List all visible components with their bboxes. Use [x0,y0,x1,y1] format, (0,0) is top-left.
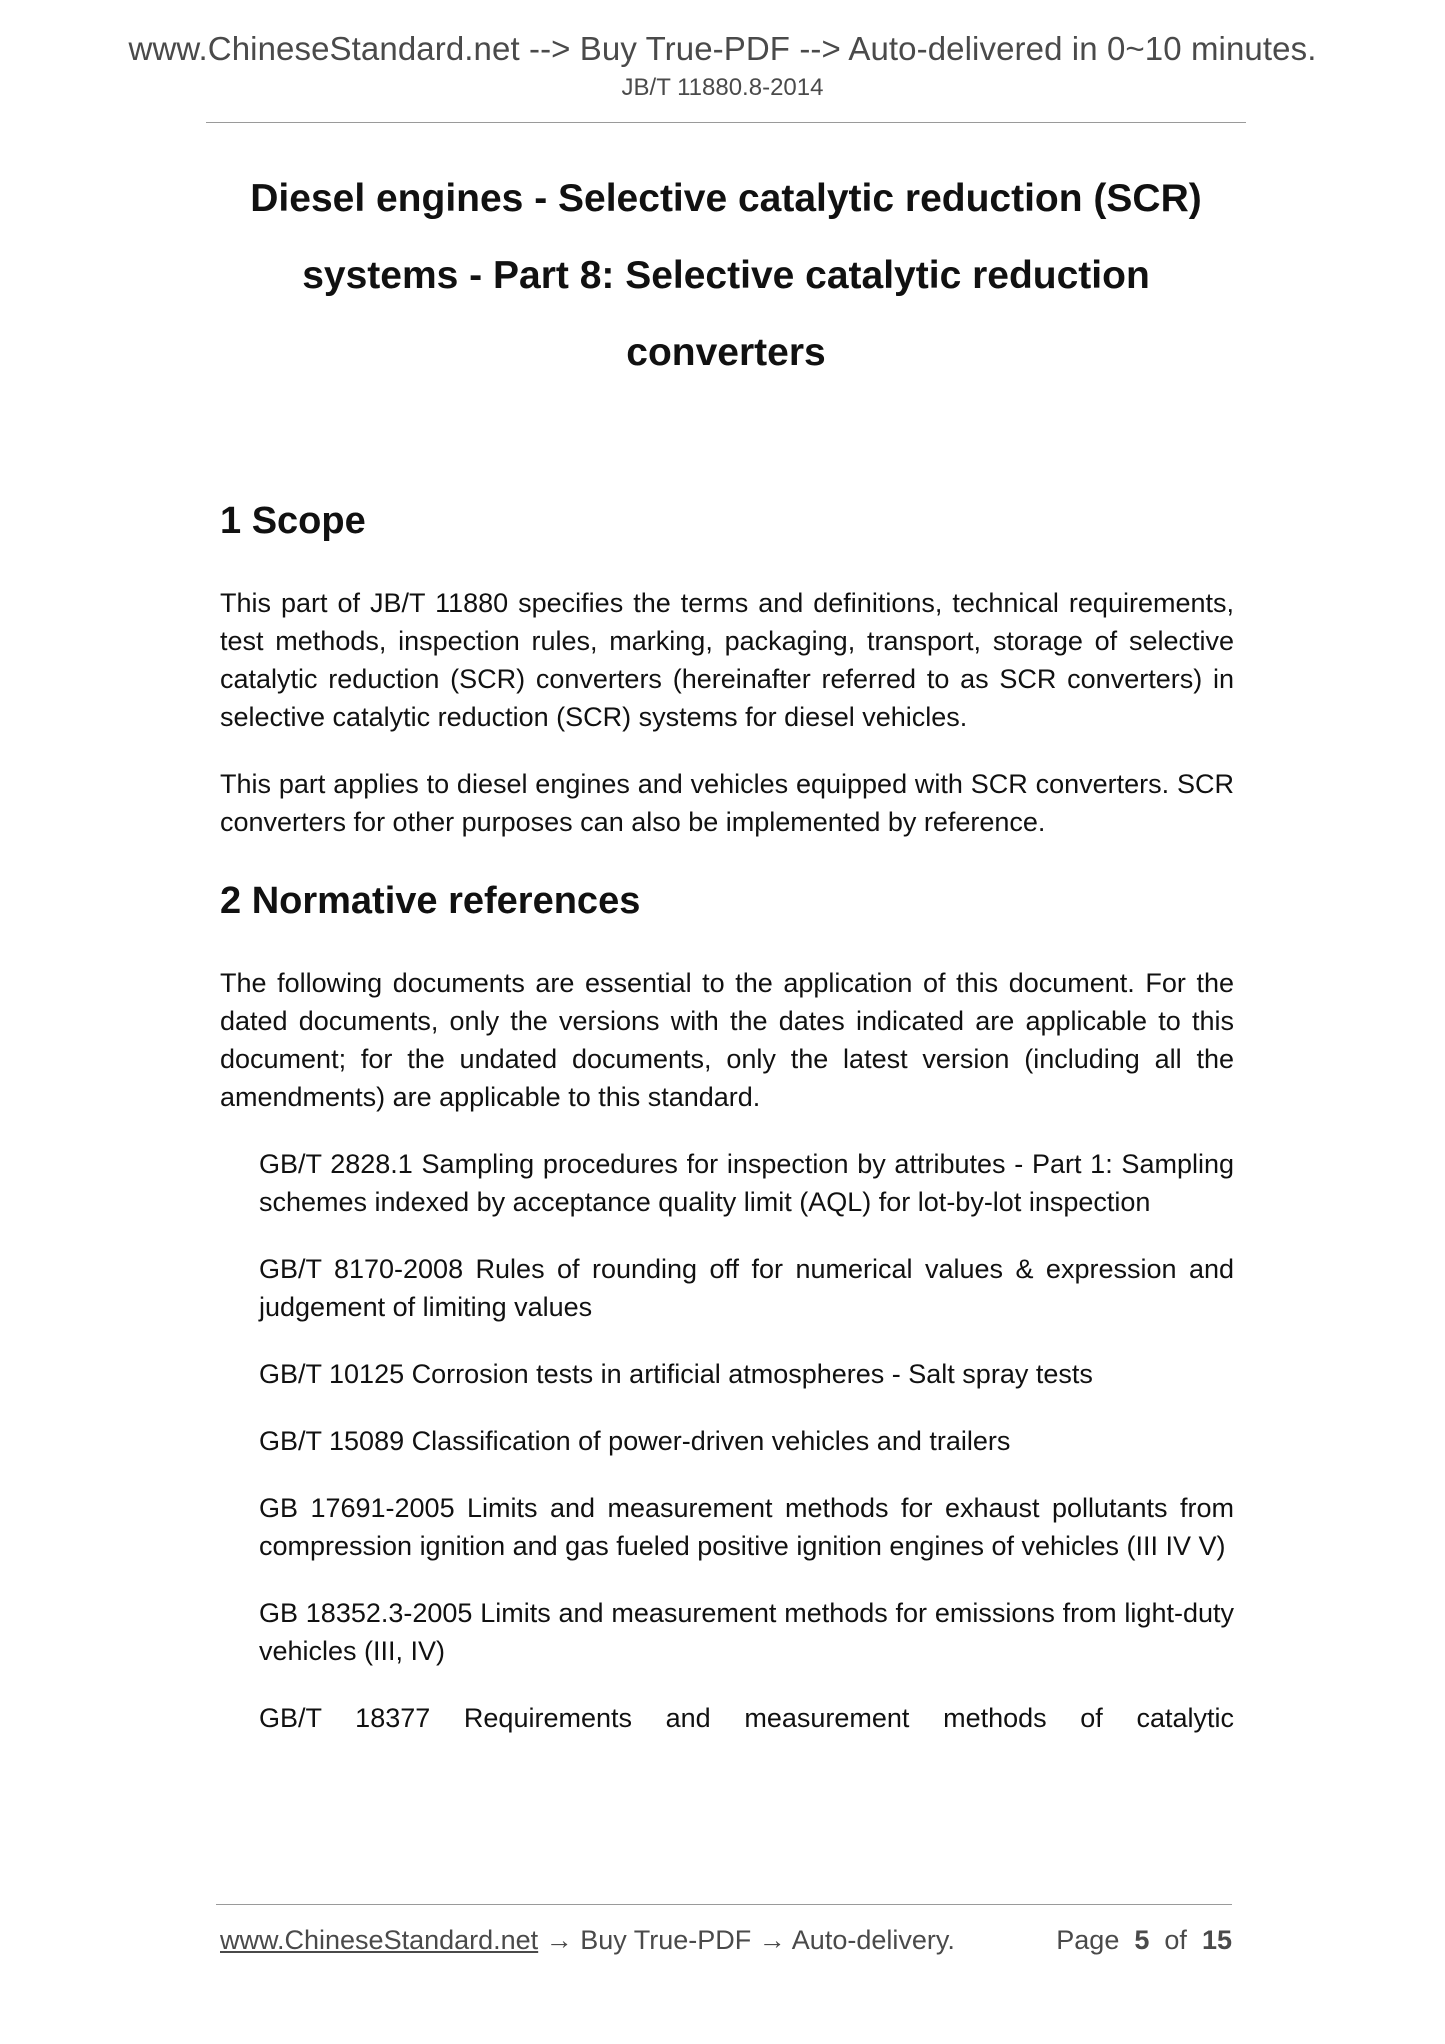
reference-item: GB/T 15089 Classification of power-driven vehicles and trailers [259,1426,1011,1456]
document-title [206,160,1246,391]
title-line: Diesel engines - Selective catalytic reduction (SCR) [250,177,1202,220]
reference-list [220,1145,1234,1737]
footer-site-link[interactable]: www.ChineseStandard.net [220,1925,539,1955]
reference-item: GB/T 8170-2008 Rules of rounding off for numerical values & expression and judgement of limiting values [259,1254,1234,1322]
of-label: of [1164,1925,1187,1955]
reference-item: GB/T 2828.1 Sampling procedures for inspection by attributes - Part 1: Sampling schemes indexed by acceptance quality limit (AQL) for lot-by-lot inspection [259,1149,1234,1217]
page-label: Page [1056,1925,1120,1955]
reference-item: GB/T 18377 Requirements and measurement methods of catalytic [259,1703,1234,1733]
footer-purchase-info [220,1925,955,1956]
arrow-right-icon: → [545,1925,573,1955]
document-body [220,498,1234,1737]
footer-step-buy: Buy True-PDF [580,1925,752,1955]
standard-code: JB/T 11880.8-2014 [621,74,824,101]
title-line: converters [626,331,826,374]
normative-references-heading: 2 Normative references [220,880,641,922]
top-banner: www.ChineseStandard.net --> Buy True-PDF --> Auto-delivered in 0~10 minutes. [128,30,1317,67]
reference-item: GB/T 10125 Corrosion tests in artificial atmospheres - Salt spray tests [259,1359,1093,1389]
reference-item: GB 18352.3-2005 Limits and measurement methods for emissions from light-duty vehicles (III, IV) [259,1598,1234,1666]
title-line: systems - Part 8: Selective catalytic reduction [302,254,1150,297]
page-total: 15 [1201,1925,1232,1955]
normative-references-intro: The following documents are essential to the application of this document. For the dated documents, only the versions with the dates indicated are applicable to this document; for the undated documents, only the latest version (including all the amendments) are applicable to this standard. [220,968,1234,1112]
page-number [1056,1925,1232,1956]
page-footer [220,1925,1232,1956]
footer-divider [216,1904,1232,1905]
page-current: 5 [1134,1925,1150,1955]
header-divider [206,122,1246,123]
scope-paragraph: This part applies to diesel engines and vehicles equipped with SCR converters. SCR converters for other purposes can also be implemented by reference. [220,769,1234,837]
arrow-right-icon: → [758,1925,786,1955]
scope-heading: 1 Scope [220,500,366,542]
reference-item: GB 17691-2005 Limits and measurement methods for exhaust pollutants from compression ignition and gas fueled positive ignition engines of vehicles (III IV V) [259,1493,1234,1561]
footer-step-delivery: Auto-delivery. [791,1925,955,1955]
scope-paragraph: This part of JB/T 11880 specifies the terms and definitions, technical requirements, test methods, inspection rules, marking, packaging, transport, storage of selective catalytic reduction (SCR) converters (hereinafter referred to as SCR converters) in selective catalytic reduction (SCR) systems for diesel vehicles. [220,588,1234,732]
